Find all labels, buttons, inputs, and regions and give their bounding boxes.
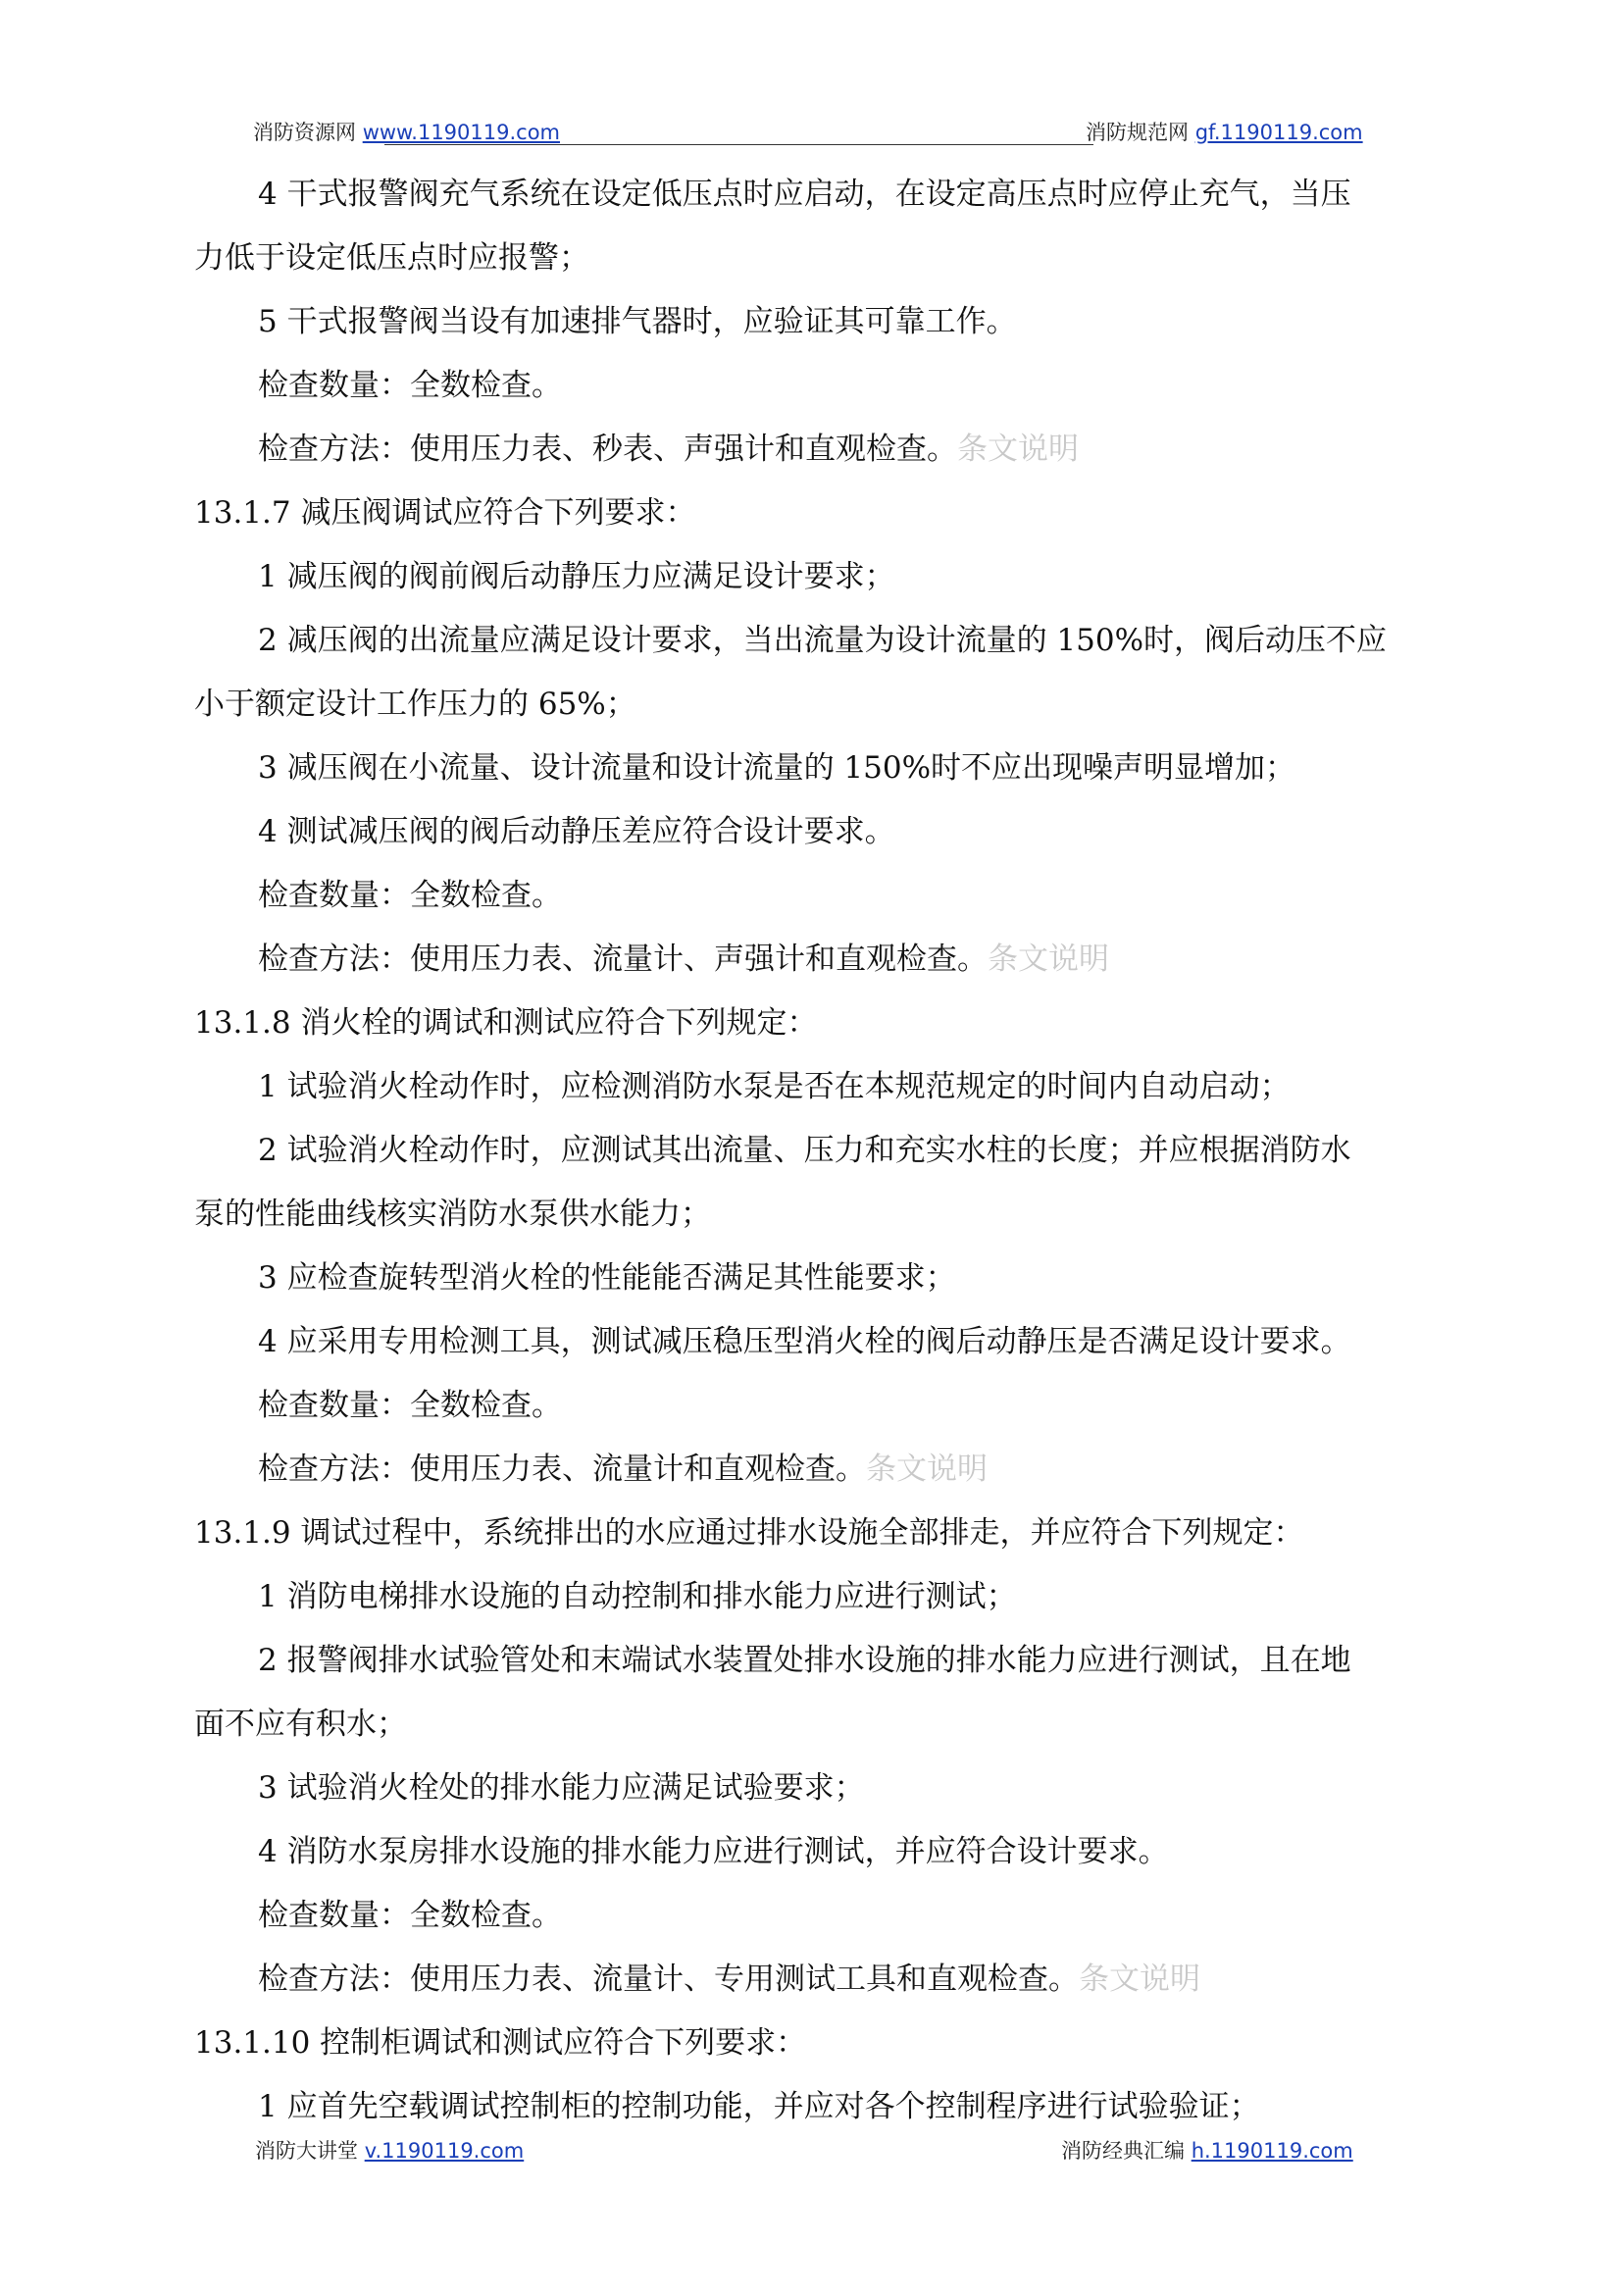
list-item: 5 干式报警阀当设有加速排气器时，应验证其可靠工作。 <box>258 304 1017 339</box>
header-rule <box>384 144 1093 145</box>
list-item: 检查方法：使用压力表、流量计、专用测试工具和直观检查。条文说明 <box>258 1962 1200 1997</box>
list-item: 检查方法：使用压力表、秒表、声强计和直观检查。条文说明 <box>258 432 1079 467</box>
list-item: 2 试验消火栓动作时，应测试其出流量、压力和充实水柱的长度；并应根据消防水 <box>258 1133 1351 1168</box>
list-item: 面不应有积水； <box>194 1707 407 1742</box>
list-item: 检查数量：全数检查。 <box>258 878 562 913</box>
footer-right-link[interactable]: h.1190119.com <box>1191 2139 1353 2163</box>
list-item: 检查方法：使用压力表、流量计和直观检查。条文说明 <box>258 1452 988 1487</box>
list-item: 3 试验消火栓处的排水能力应满足试验要求； <box>258 1770 865 1806</box>
list-item: 4 测试减压阀的阀后动静压差应符合设计要求。 <box>258 814 895 849</box>
header-right-label: 消防规范网 <box>1086 121 1189 144</box>
list-item: 3 减压阀在小流量、设计流量和设计流量的 150%时不应出现噪声明显增加； <box>258 750 1296 786</box>
section-heading: 13.1.7 减压阀调试应符合下列要求： <box>194 495 696 531</box>
list-item: 3 应检查旋转型消火栓的性能能否满足其性能要求； <box>258 1260 956 1296</box>
list-item: 检查方法：使用压力表、流量计、声强计和直观检查。条文说明 <box>258 942 1109 977</box>
clause-note-link[interactable]: 条文说明 <box>1079 1962 1200 1997</box>
list-item: 力低于设定低压点时应报警； <box>194 240 589 276</box>
list-item: 4 应采用专用检测工具，测试减压稳压型消火栓的阀后动静压是否满足设计要求。 <box>258 1324 1351 1359</box>
header-left-label: 消防资源网 <box>253 121 356 144</box>
header-right <box>1086 120 1363 145</box>
clause-note-link[interactable]: 条文说明 <box>957 432 1079 467</box>
header-left <box>253 120 560 145</box>
footer-left <box>255 2138 524 2164</box>
list-item: 检查数量：全数检查。 <box>258 368 562 403</box>
list-item: 泵的性能曲线核实消防水泵供水能力； <box>194 1197 711 1232</box>
list-item: 小于额定设计工作压力的 65%； <box>194 687 636 722</box>
list-item: 1 应首先空载调试控制柜的控制功能，并应对各个控制程序进行试验验证； <box>258 2089 1260 2124</box>
list-item: 检查数量：全数检查。 <box>258 1898 562 1933</box>
list-item: 4 干式报警阀充气系统在设定低压点时应启动，在设定高压点时应停止充气，当压 <box>258 177 1351 212</box>
footer-right-label: 消防经典汇编 <box>1061 2139 1185 2163</box>
list-item: 1 消防电梯排水设施的自动控制和排水能力应进行测试； <box>258 1579 1017 1614</box>
section-heading: 13.1.9 调试过程中，系统排出的水应通过排水设施全部排走，并应符合下列规定： <box>194 1515 1304 1551</box>
section-heading: 13.1.8 消火栓的调试和测试应符合下列规定： <box>194 1005 818 1041</box>
section-heading: 13.1.10 控制柜调试和测试应符合下列要求： <box>194 2025 807 2061</box>
clause-note-link[interactable]: 条文说明 <box>988 942 1109 977</box>
header-left-link[interactable]: www.1190119.com <box>362 121 561 144</box>
footer-left-link[interactable]: v.1190119.com <box>364 2139 525 2163</box>
clause-note-link[interactable]: 条文说明 <box>866 1452 988 1487</box>
list-item: 检查数量：全数检查。 <box>258 1388 562 1423</box>
footer-right <box>1061 2138 1353 2164</box>
list-item: 1 试验消火栓动作时，应检测消防水泵是否在本规范规定的时间内自动启动； <box>258 1069 1291 1104</box>
header-right-link[interactable]: gf.1190119.com <box>1194 121 1363 144</box>
list-item: 2 减压阀的出流量应满足设计要求，当出流量为设计流量的 150%时，阀后动压不应 <box>258 623 1388 658</box>
list-item: 1 减压阀的阀前阀后动静压力应满足设计要求； <box>258 559 895 594</box>
list-item: 4 消防水泵房排水设施的排水能力应进行测试，并应符合设计要求。 <box>258 1834 1169 1869</box>
footer-left-label: 消防大讲堂 <box>255 2139 358 2163</box>
list-item: 2 报警阀排水试验管处和末端试水装置处排水设施的排水能力应进行测试，且在地 <box>258 1643 1351 1678</box>
